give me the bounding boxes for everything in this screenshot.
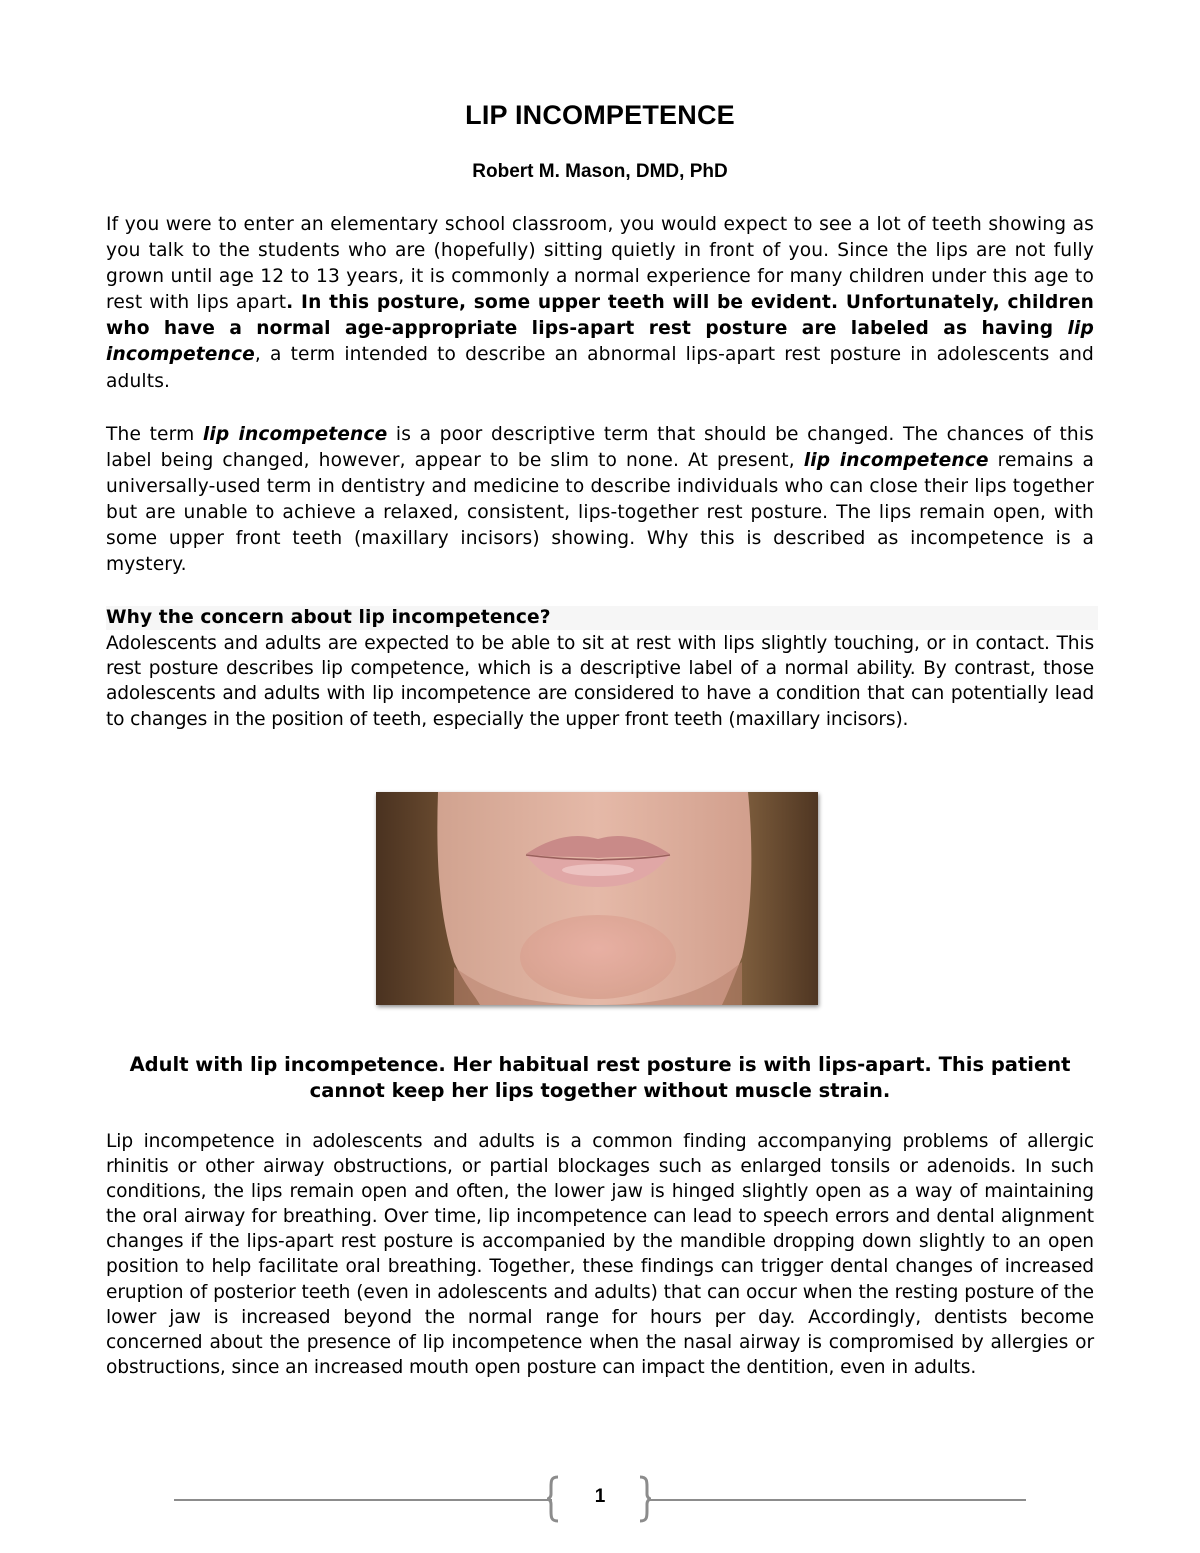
chin [520, 915, 676, 999]
term-lip-incompetence-2: lip incompetence [803, 450, 989, 472]
author-line: Robert M. Mason, DMD, PhD [472, 161, 728, 182]
intro-paragraph [106, 212, 1094, 395]
term-text-b: is a poor descriptive term that should be changed. The chances of this label being changed, however, appear to be slim to none. At present, [106, 424, 1094, 472]
term-lip-incompetence-1: lip incompetence [202, 424, 388, 445]
lip-highlight [562, 864, 634, 876]
intro-text-c: , a term intended to describe an abnormal lips-apart rest posture in adolescents and adults. [106, 344, 1094, 392]
face-illustration [376, 792, 818, 1005]
intro-text-a: If you were to enter an elementary school classroom, you would expect to see a lot of teeth showing as you talk to the students who are (hopefully) sitting quietly in front of you. Since the lips are not fully grown until age 12 to 13 years, it is commonly a normal experience for many children under this age to rest with lips apart [106, 214, 1094, 314]
intro-text-b: . In this posture, some upper teeth will be evident. Unfortunately, children who have a normal age-appropriate lips-apart rest posture are labeled as having [106, 292, 1094, 340]
lip-incompetence-photo [376, 792, 818, 1005]
term-paragraph [106, 422, 1094, 579]
term-lip-incompetence: lip incompetence [106, 318, 1094, 366]
page-title: LIP INCOMPETENCE [465, 100, 735, 130]
footer-rule-right [650, 1499, 1026, 1501]
figure-caption: Adult with lip incompetence. Her habitual rest posture is with lips-apart. This patient cannot keep her lips together without muscle strain. [129, 1053, 1071, 1102]
term-text-c: remains a universally-used term in dentistry and medicine to describe individuals who can close their lips together but are unable to achieve a relaxed, consistent, lips-together rest posture. The lips remain open, with some upper front teeth (maxillary incisors) showing. Why this is described as incompetence is a mystery. [106, 450, 1094, 576]
footer-rule-left [174, 1499, 552, 1501]
section-heading: Why the concern about lip incompetence? [106, 606, 1098, 630]
page-number: 1 [594, 1486, 606, 1507]
airway-paragraph: Lip incompetence in adolescents and adults is a common finding accompanying problems of allergic rhinitis or other airway obstructions, or partial blockages such as enlarged tonsils or adenoids. In such conditions, the lips remain open and often, the lower jaw is hinged slightly open as a way of maintaining the oral airway for breathing. Over time, lip incompetence can lead to speech errors and dental alignment changes if the lips-apart rest posture is accompanied by the mandible dropping down slightly to an open position to help facilitate oral breathing. Together, these findings can trigger dental changes of increased eruption of posterior teeth (even in adolescents and adults) that can occur when the resting posture of the lower jaw is increased beyond the normal range for hours per day. Accordingly, dentists become concerned about the presence of lip incompetence when the nasal airway is compromised by allergies or obstructions, since an increased mouth open posture can impact the dentition, even in adults. [106, 1131, 1094, 1378]
concern-paragraph: Adolescents and adults are expected to be able to sit at rest with lips slightly touching, or in contact. This rest posture describes lip competence, which is a descriptive label of a normal ability. By contrast, those adolescents and adults with lip incompetence are considered to have a condition that can potentially lead to changes in the position of teeth, especially the upper front teeth (maxillary incisors). [106, 633, 1094, 730]
term-text-a: The term [106, 424, 203, 445]
left-brace-icon [546, 1475, 560, 1523]
